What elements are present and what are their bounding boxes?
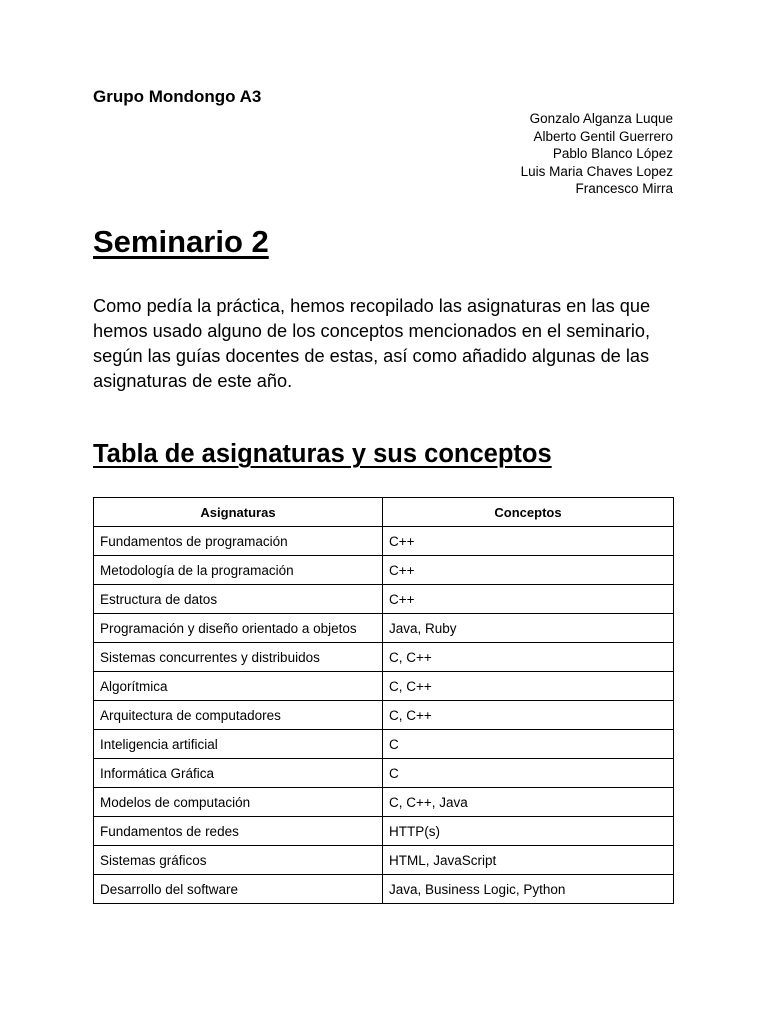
author-name: Francesco Mirra <box>575 181 673 197</box>
table-row <box>94 556 674 585</box>
subject-cell: Sistemas concurrentes y distribuidos <box>94 643 383 672</box>
subject-cell: Algorítmica <box>94 672 383 701</box>
concepts-cell: C, C++, Java <box>383 788 674 817</box>
table-row <box>94 643 674 672</box>
concepts-cell: C <box>383 759 674 788</box>
table-row <box>94 585 674 614</box>
column-header-concepts: Conceptos <box>383 498 674 527</box>
subject-cell: Arquitectura de computadores <box>94 701 383 730</box>
intro-paragraph: Como pedía la práctica, hemos recopilado las asignaturas en las que hemos usado alguno de los conceptos mencionados en el seminario, según las guías docentes de estas, así como añadido algunas de las asignaturas de este año. <box>93 296 651 391</box>
column-header-subjects: Asignaturas <box>94 498 383 527</box>
subject-cell: Desarrollo del software <box>94 875 383 904</box>
table-row <box>94 788 674 817</box>
table-row <box>94 759 674 788</box>
subject-cell: Programación y diseño orientado a objetos <box>94 614 383 643</box>
author-name: Luis Maria Chaves Lopez <box>520 163 673 179</box>
document-title: Seminario 2 <box>93 224 269 259</box>
concepts-cell: Java, Business Logic, Python <box>383 875 674 904</box>
concepts-cell: C++ <box>383 585 674 614</box>
concepts-cell: C <box>383 730 674 759</box>
table-row <box>94 846 674 875</box>
table-heading: Tabla de asignaturas y sus conceptos <box>93 440 552 468</box>
table-row <box>94 701 674 730</box>
concepts-cell: C, C++ <box>383 672 674 701</box>
subjects-table <box>93 497 674 904</box>
table-row <box>94 672 674 701</box>
table-row <box>94 614 674 643</box>
concepts-cell: Java, Ruby <box>383 614 674 643</box>
concepts-cell: C++ <box>383 556 674 585</box>
concepts-cell: HTTP(s) <box>383 817 674 846</box>
concepts-cell: C++ <box>383 527 674 556</box>
subject-cell: Fundamentos de programación <box>94 527 383 556</box>
subject-cell: Sistemas gráficos <box>94 846 383 875</box>
table-row <box>94 875 674 904</box>
subject-cell: Informática Gráfica <box>94 759 383 788</box>
subject-cell: Fundamentos de redes <box>94 817 383 846</box>
group-name: Grupo Mondongo A3 <box>93 87 262 106</box>
subject-cell: Modelos de computación <box>94 788 383 817</box>
author-name: Pablo Blanco López <box>552 146 673 162</box>
author-name: Gonzalo Alganza Luque <box>529 111 673 126</box>
concepts-cell: C, C++ <box>383 701 674 730</box>
author-list <box>521 110 673 198</box>
subject-cell: Metodología de la programación <box>94 556 383 585</box>
table-row <box>94 527 674 556</box>
subject-cell: Estructura de datos <box>94 585 383 614</box>
author-name: Alberto Gentil Guerrero <box>533 128 673 144</box>
table-row <box>94 817 674 846</box>
table-row <box>94 730 674 759</box>
table-header-row <box>94 498 674 527</box>
subject-cell: Inteligencia artificial <box>94 730 383 759</box>
concepts-cell: HTML, JavaScript <box>383 846 674 875</box>
concepts-cell: C, C++ <box>383 643 674 672</box>
